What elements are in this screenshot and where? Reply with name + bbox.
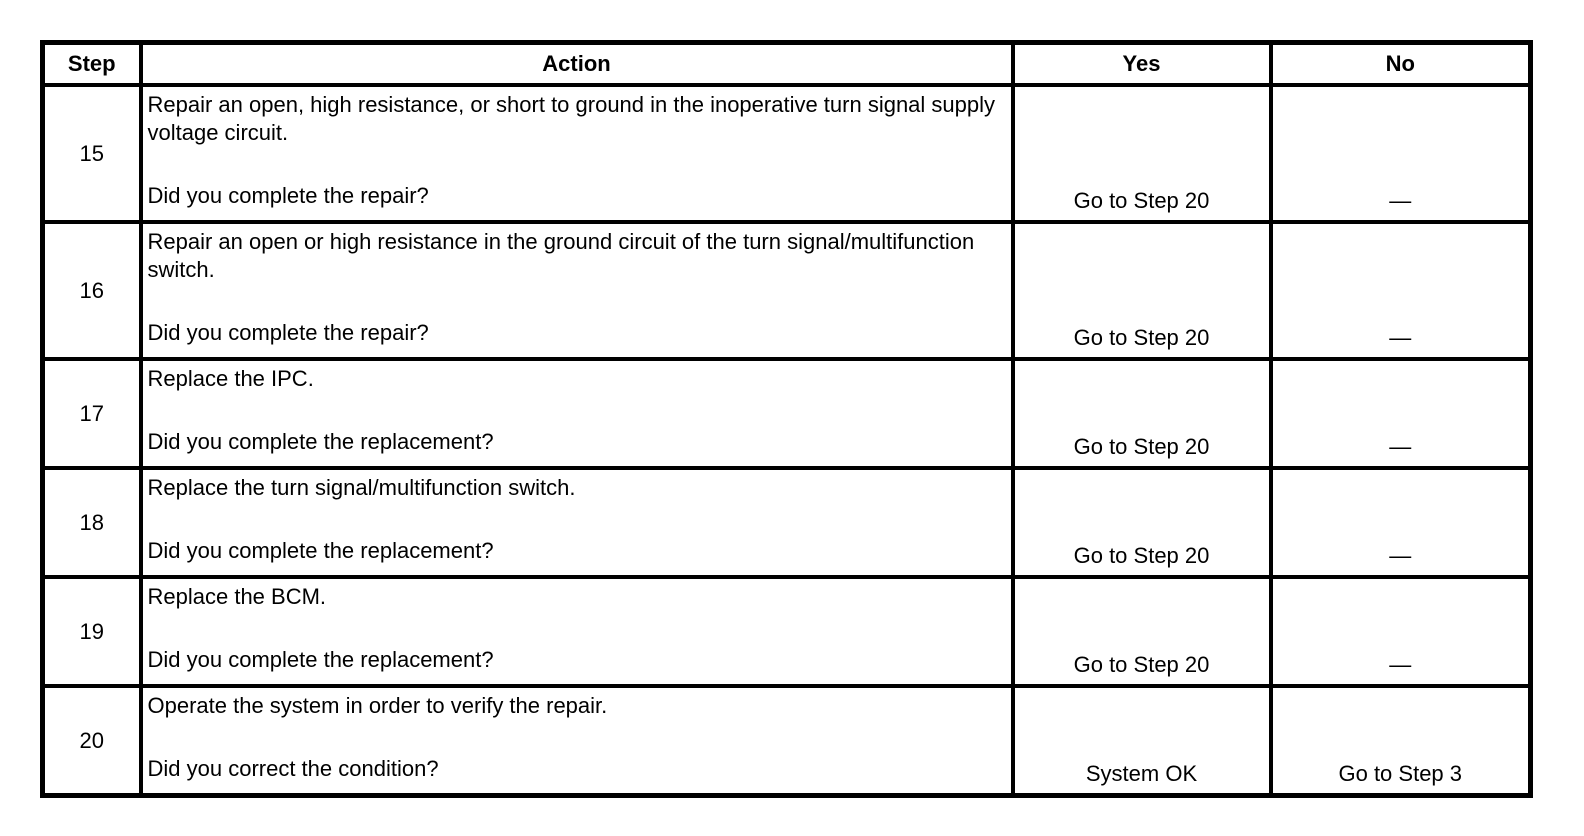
no-result: — [1271, 577, 1531, 686]
action-cell [141, 222, 1013, 359]
header-no: No [1271, 43, 1531, 86]
action-question: Did you complete the repair? [147, 320, 429, 345]
yes-result: Go to Step 20 [1013, 222, 1271, 359]
action-instruction: Replace the turn signal/multifunction switch. [147, 475, 576, 500]
action-instruction: Repair an open, high resistance, or short to ground in the inoperative turn signal supply voltage circuit. [147, 92, 996, 145]
action-instruction: Replace the BCM. [147, 584, 327, 609]
yes-result: Go to Step 20 [1013, 577, 1271, 686]
no-result: — [1271, 85, 1531, 222]
action-cell [141, 468, 1013, 577]
action-instruction: Operate the system in order to verify the repair. [147, 693, 608, 718]
no-result: — [1271, 222, 1531, 359]
table-header-row [43, 43, 1531, 86]
action-instruction: Repair an open or high resistance in the ground circuit of the turn signal/multifunction switch. [147, 229, 975, 282]
header-yes: Yes [1013, 43, 1271, 86]
table-row [43, 85, 1531, 222]
no-result: — [1271, 468, 1531, 577]
table-row [43, 222, 1531, 359]
no-result: — [1271, 359, 1531, 468]
step-number: 19 [43, 577, 141, 686]
step-number: 17 [43, 359, 141, 468]
action-cell [141, 359, 1013, 468]
step-number: 16 [43, 222, 141, 359]
action-cell [141, 85, 1013, 222]
action-question: Did you complete the replacement? [147, 647, 494, 672]
action-question: Did you complete the replacement? [147, 538, 494, 563]
table-row [43, 468, 1531, 577]
action-cell [141, 577, 1013, 686]
header-action: Action [141, 43, 1013, 86]
yes-result: Go to Step 20 [1013, 85, 1271, 222]
action-question: Did you complete the repair? [147, 183, 429, 208]
action-instruction: Replace the IPC. [147, 366, 314, 391]
step-number: 15 [43, 85, 141, 222]
action-question: Did you correct the condition? [147, 756, 439, 781]
action-cell [141, 686, 1013, 796]
yes-result: Go to Step 20 [1013, 359, 1271, 468]
yes-result: System OK [1013, 686, 1271, 796]
diagnostic-steps-table [40, 40, 1533, 798]
table-row [43, 577, 1531, 686]
action-question: Did you complete the replacement? [147, 429, 494, 454]
yes-result: Go to Step 20 [1013, 468, 1271, 577]
table-row [43, 686, 1531, 796]
step-number: 20 [43, 686, 141, 796]
header-step: Step [43, 43, 141, 86]
step-number: 18 [43, 468, 141, 577]
no-result: Go to Step 3 [1271, 686, 1531, 796]
table-row [43, 359, 1531, 468]
